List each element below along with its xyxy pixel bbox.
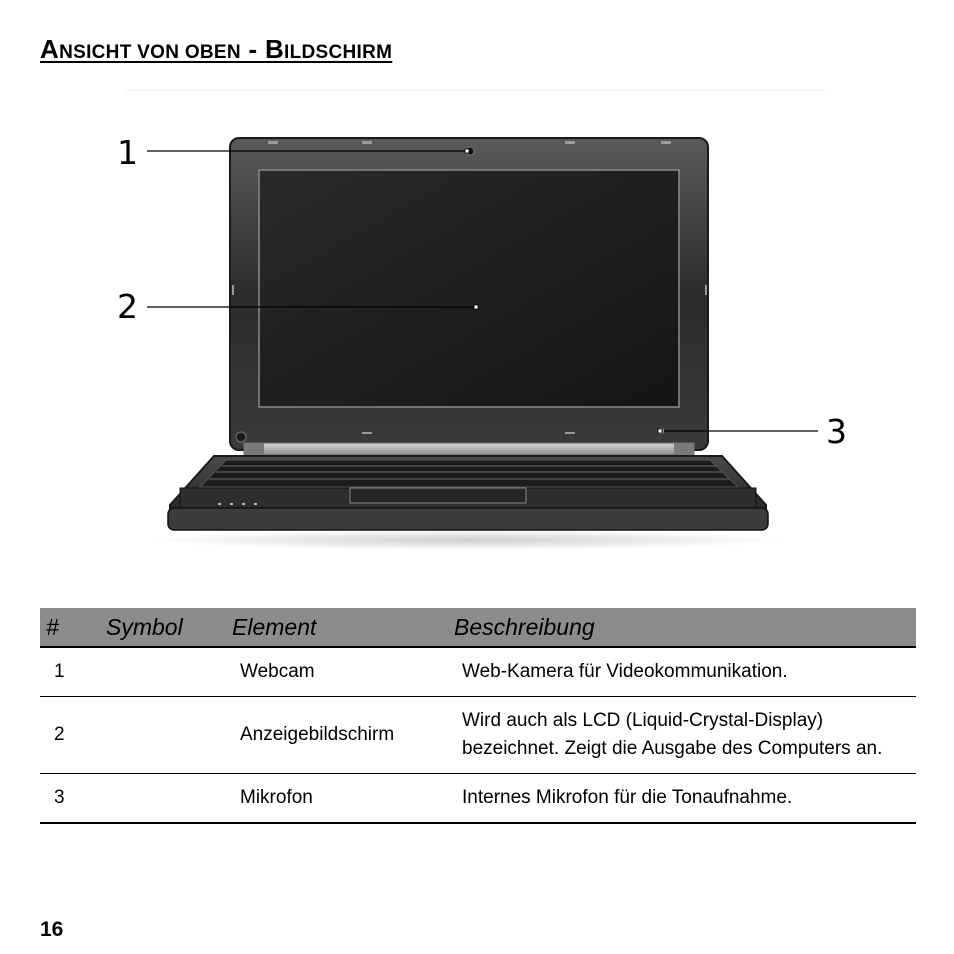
row-number: 3 (40, 774, 100, 824)
touchpad (350, 488, 526, 503)
row-description: Wird auch als LCD (Liquid-Crystal-Display) bezeichnet. Zeigt die Ausgabe des Computers an. (448, 697, 916, 774)
table-row (40, 774, 916, 824)
row-description: Internes Mikrofon für die Tonaufnahme. (448, 774, 916, 824)
row-element: Webcam (226, 647, 448, 697)
row-number: 1 (40, 647, 100, 697)
callout-number-1: 1 (117, 133, 138, 172)
display-screen (259, 170, 679, 407)
row-symbol (100, 697, 226, 774)
column-header-symbol: Symbol (100, 608, 226, 647)
column-header-description: Beschreibung (448, 608, 916, 647)
column-header-element: Element (226, 608, 448, 647)
table-header-row (40, 608, 916, 647)
row-symbol (100, 647, 226, 697)
table-row (40, 647, 916, 697)
page-number: 16 (40, 918, 64, 941)
row-symbol (100, 774, 226, 824)
row-description: Web-Kamera für Videokommunikation. (448, 647, 916, 697)
column-header-number: # (40, 608, 100, 647)
row-number: 2 (40, 697, 100, 774)
table-row (40, 697, 916, 774)
callout-number-3: 3 (826, 412, 847, 451)
callout-number-2: 2 (117, 287, 138, 326)
row-element: Anzeigebildschirm (226, 697, 448, 774)
keyboard (200, 460, 738, 487)
page-title: ANSICHT VON OBEN - BILDSCHIRM (40, 34, 393, 64)
component-table (40, 608, 916, 824)
row-element: Mikrofon (226, 774, 448, 824)
